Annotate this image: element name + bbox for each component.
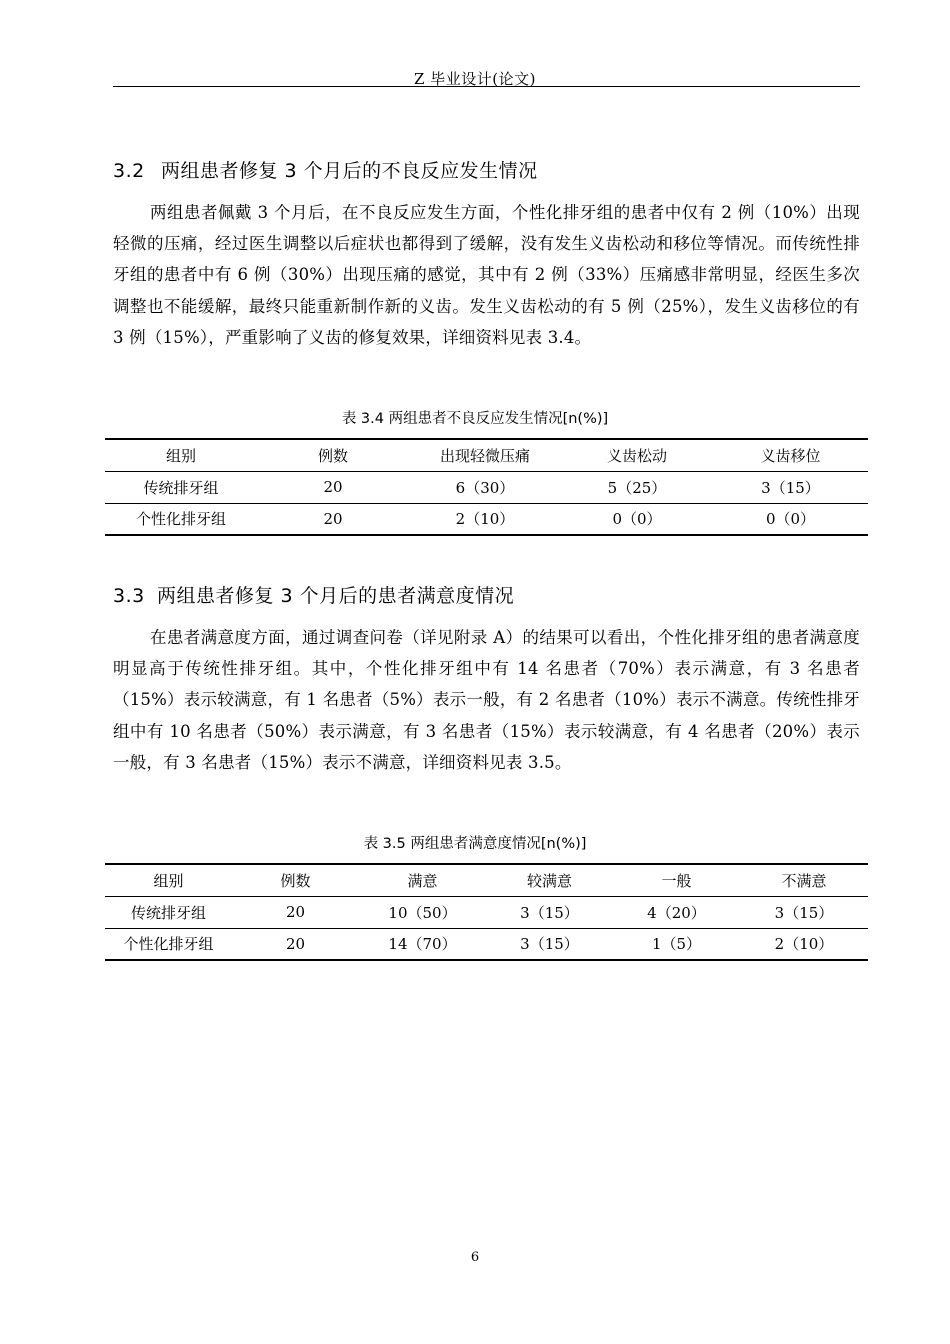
table-cell: 个性化排牙组 bbox=[123, 935, 214, 954]
table-cell: 3（15） bbox=[520, 935, 579, 954]
section-paragraph: 两组患者佩戴 3 个月后，在不良反应发生方面，个性化排牙组的患者中仅有 2 例（10%）出现轻微的压痛，经过医生调整以后症状也都得到了缓解，没有发生义齿松动和移位等情况。而传统性排牙组的患者中有 6 例（30%）出现压痛的感觉，其中有 2 例（33%）压痛感非常明显，经医生多次调整也不能缓解，最终只能重新制作新的义齿。发生义齿松动的有 5 例（25%），发生义齿移位的有 3 例（15%），严重影响了义齿的修复效果，详细资料见表 3.4。 bbox=[113, 203, 860, 347]
header-rule bbox=[113, 86, 860, 87]
table-cell: 2（10） bbox=[774, 935, 834, 954]
table-cell: 传统排牙组 bbox=[130, 903, 206, 922]
column-header: 出现轻微压痛 bbox=[439, 446, 530, 465]
section-title: 两组患者修复 3 个月后的患者满意度情况 bbox=[157, 585, 515, 607]
table-cell: 2（10） bbox=[455, 510, 515, 529]
table-cell: 3（15） bbox=[761, 478, 820, 497]
table-row bbox=[105, 503, 868, 535]
column-header: 组别 bbox=[153, 871, 184, 890]
column-header: 不满意 bbox=[781, 871, 827, 890]
running-header-title: Z 毕业设计(论文) bbox=[414, 70, 536, 88]
table-row bbox=[105, 471, 868, 503]
table-cell: 1（5） bbox=[651, 935, 702, 954]
column-header: 例数 bbox=[317, 446, 348, 465]
table-cell: 20 bbox=[285, 934, 306, 953]
section-heading-3-3 bbox=[113, 581, 514, 608]
table-cell: 6（30） bbox=[455, 478, 515, 497]
table-cell: 20 bbox=[323, 478, 343, 496]
table-3-5 bbox=[105, 863, 868, 961]
table-cell: 0（0） bbox=[612, 510, 662, 529]
table-cell: 3（15） bbox=[774, 903, 834, 922]
column-header: 义齿松动 bbox=[606, 446, 667, 465]
column-header: 满意 bbox=[407, 871, 438, 890]
table-caption: 表 3.5 两组患者满意度情况[n(%)] bbox=[363, 836, 587, 852]
section-number: 3.3 bbox=[113, 585, 145, 607]
table-cell: 20 bbox=[285, 903, 306, 921]
column-header: 一般 bbox=[661, 871, 692, 890]
table-cell: 0（0） bbox=[765, 510, 816, 529]
section-number: 3.2 bbox=[113, 160, 145, 182]
table-caption: 表 3.4 两组患者不良反应发生情况[n(%)] bbox=[341, 411, 609, 427]
table-cell: 个性化排牙组 bbox=[135, 510, 226, 529]
page-number: 6 bbox=[470, 1250, 480, 1265]
section-paragraph: 在患者满意度方面，通过调查问卷（详见附录 A）的结果可以看出，个性化排牙组的患者满意度明显高于传统性排牙组。其中，个性化排牙组中有 14 名患者（70%）表示满意，有 3 名患者（15%）表示较满意，有 1 名患者（5%）表示一般，有 2 名患者（10%）表示不满意。传统性排牙组中有 10 名患者（50%）表示满意，有 3 名患者（15%）表示较满意，有 4 名患者（20%）表示一般，有 3 名患者（15%）表示不满意，详细资料见表 3.5。 bbox=[113, 628, 860, 772]
table-cell: 20 bbox=[323, 509, 343, 528]
column-header: 例数 bbox=[280, 871, 311, 890]
table-3-4 bbox=[105, 438, 868, 536]
column-header: 组别 bbox=[165, 446, 196, 465]
section-title: 两组患者修复 3 个月后的不良反应发生情况 bbox=[161, 160, 538, 182]
table-header-row bbox=[105, 439, 868, 471]
table-header-row bbox=[105, 864, 868, 896]
table-cell: 14（70） bbox=[388, 935, 457, 954]
column-header: 义齿移位 bbox=[760, 446, 821, 465]
table-row bbox=[105, 928, 868, 960]
table-cell: 传统排牙组 bbox=[143, 478, 219, 497]
table-cell: 3（15） bbox=[520, 903, 579, 922]
table-cell: 4（20） bbox=[647, 903, 706, 922]
table-cell: 5（25） bbox=[607, 478, 667, 497]
column-header: 较满意 bbox=[526, 871, 572, 890]
table-row bbox=[105, 896, 868, 928]
table-cell: 10（50） bbox=[388, 903, 457, 922]
section-heading-3-2 bbox=[113, 156, 538, 183]
